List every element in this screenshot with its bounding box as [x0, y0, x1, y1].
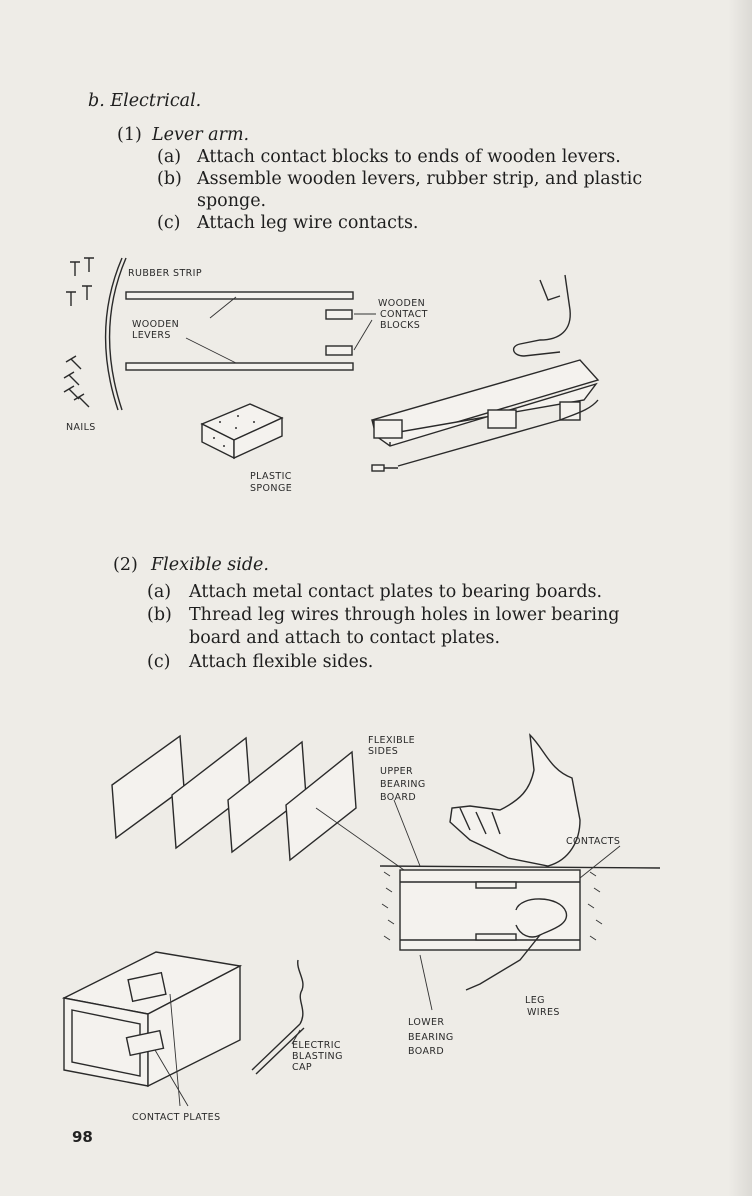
lever-step-c-num: (c) [157, 213, 181, 233]
label-electric-cap-1: ELECTRIC [292, 1040, 341, 1051]
label-lower-bearing-1: LOWER [408, 1017, 445, 1028]
label-nails: NAILS [66, 422, 96, 433]
label-wooden-levers-1: WOODEN [132, 319, 180, 330]
label-contacts: CONTACTS [566, 836, 621, 847]
flex-step-a-text: Attach metal contact plates to bearing boards. [189, 582, 603, 602]
label-upper-bearing-1: UPPER [380, 766, 414, 777]
label-contact-plates: CONTACT PLATES [132, 1112, 221, 1123]
label-upper-bearing-2: BEARING [380, 779, 426, 790]
page-edge-shadow [728, 0, 752, 1196]
label-electric-cap-3: CAP [292, 1062, 313, 1073]
lever-step-b-num: (b) [157, 169, 182, 189]
flexible-side-panels [112, 736, 356, 860]
flexible-side-number: (2) [113, 555, 138, 575]
flexible-side-heading: Flexible side. [151, 555, 269, 575]
flex-step-b-num: (b) [147, 605, 172, 625]
lever-step-a-text: Attach contact blocks to ends of wooden levers. [197, 147, 621, 167]
label-contact-blocks-2: CONTACT [380, 309, 428, 320]
label-flexible-sides-2: SIDES [368, 746, 399, 757]
lever-arm-heading: Lever arm. [152, 125, 250, 145]
label-lower-bearing-3: BOARD [408, 1046, 445, 1057]
label-leg-wires-2: WIRES [527, 1007, 560, 1018]
lever-step-b-text: Assemble wooden levers, rubber strip, and plastic [197, 169, 643, 189]
page-number: 98 [72, 1128, 93, 1146]
label-wooden-levers-2: LEVERS [132, 330, 171, 341]
label-lower-bearing-2: BEARING [408, 1032, 454, 1043]
label-rubber-strip: RUBBER STRIP [128, 268, 202, 279]
lever-arm-number: (1) [117, 125, 142, 145]
flex-step-c-num: (c) [147, 652, 171, 672]
label-plastic-sponge-1: PLASTIC [250, 471, 292, 482]
label-flexible-sides-1: FLEXIBLE [368, 735, 416, 746]
label-electric-cap-2: BLASTING [292, 1051, 343, 1062]
label-contact-blocks-3: BLOCKS [380, 320, 421, 331]
label-plastic-sponge-2: SPONGE [250, 483, 293, 494]
lever-step-b-text-cont: sponge. [197, 191, 267, 211]
flex-step-a-num: (a) [147, 582, 172, 602]
section-heading: b. Electrical. [88, 91, 202, 111]
lever-step-c-text: Attach leg wire contacts. [197, 213, 419, 233]
label-leg-wires-1: LEG [525, 995, 545, 1006]
lever-step-a-num: (a) [157, 147, 182, 167]
flex-step-c-text: Attach flexible sides. [189, 652, 374, 672]
label-upper-bearing-3: BOARD [380, 792, 417, 803]
assembled-device-shape [380, 735, 660, 990]
flex-step-b-text: Thread leg wires through holes in lower bearing [189, 605, 620, 625]
contact-plate-box-shape [64, 952, 240, 1086]
flex-step-b-text-cont: board and attach to contact plates. [189, 628, 501, 648]
label-contact-blocks-1: WOODEN [378, 298, 426, 309]
